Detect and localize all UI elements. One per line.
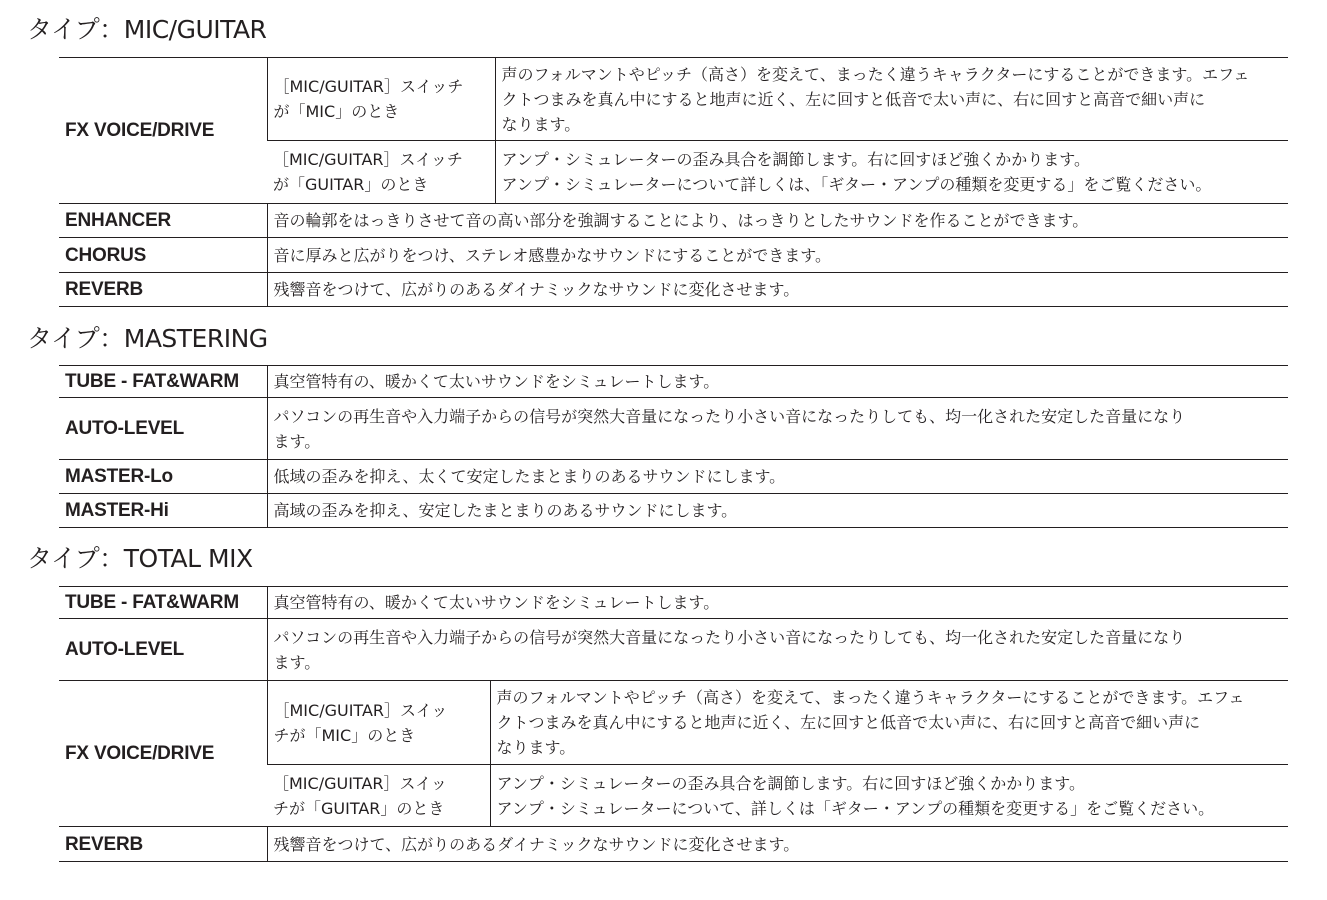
effect-description: 高域の歪みを抑え、安定したまとまりのあるサウンドにします。: [267, 494, 1288, 528]
effect-description: 音の輪郭をはっきりさせて音の高い部分を強調することにより、はっきりとしたサウンドを作ることができます。: [267, 204, 1288, 238]
table-row: [59, 398, 1288, 460]
effect-name: ENHANCER: [59, 204, 267, 238]
effect-name: AUTO-LEVEL: [59, 619, 267, 681]
effect-description: パソコンの再生音や入力端子からの信号が突然大音量になったり小さい音になったりしても、均一化された安定した音量になり ます。: [267, 619, 1288, 681]
table-row: [59, 587, 1288, 619]
table-row: [59, 238, 1288, 273]
effect-description: 声のフォルマントやピッチ（高さ）を変えて、まったく違うキャラクターにすることができます。エフェ クトつまみを真ん中にすると地声に近く、左に回すと低音で太い声に、右に回すと高音で細い声に なります。: [490, 681, 1288, 765]
switch-condition: ［MIC/GUITAR］スイッチ が「MIC」のとき: [267, 58, 495, 141]
effect-table-mastering: [59, 365, 1288, 528]
effect-name: MASTER-Lo: [59, 460, 267, 494]
effect-name: REVERB: [59, 827, 267, 862]
effect-table-total-mix: [59, 586, 1288, 862]
section-title-total-mix: タイプ：TOTAL MIX: [27, 544, 253, 573]
effect-description: パソコンの再生音や入力端子からの信号が突然大音量になったり小さい音になったりしても、均一化された安定した音量になり ます。: [267, 398, 1288, 460]
effect-description: 真空管特有の、暖かくて太いサウンドをシミュレートします。: [267, 366, 1288, 398]
effect-description: 声のフォルマントやピッチ（高さ）を変えて、まったく違うキャラクターにすることができます。エフェ クトつまみを真ん中にすると地声に近く、左に回すと低音で太い声に、右に回すと高音で細い声に なります。: [495, 58, 1288, 141]
effect-name: MASTER-Hi: [59, 494, 267, 528]
effect-name: TUBE - FAT&WARM: [59, 366, 267, 398]
switch-condition: ［MIC/GUITAR］スイッ チが「GUITAR」のとき: [267, 765, 490, 827]
table-row: [59, 366, 1288, 398]
effect-name: AUTO-LEVEL: [59, 398, 267, 460]
table-row: [59, 494, 1288, 528]
effect-name: FX VOICE/DRIVE: [59, 681, 267, 827]
effect-description: 音に厚みと広がりをつけ、ステレオ感豊かなサウンドにすることができます。: [267, 238, 1288, 273]
table-row: [59, 619, 1288, 681]
switch-condition: ［MIC/GUITAR］スイッ チが「MIC」のとき: [267, 681, 490, 765]
table-row: [59, 827, 1288, 862]
effect-description: 真空管特有の、暖かくて太いサウンドをシミュレートします。: [267, 587, 1288, 619]
effect-name: CHORUS: [59, 238, 267, 273]
effect-name: TUBE - FAT&WARM: [59, 587, 267, 619]
effect-description: 低域の歪みを抑え、太くて安定したまとまりのあるサウンドにします。: [267, 460, 1288, 494]
switch-condition: ［MIC/GUITAR］スイッチ が「GUITAR」のとき: [267, 141, 495, 204]
effect-description: アンプ・シミュレーターの歪み具合を調節します。右に回すほど強くかかります。 アンプ・シミュレーターについて詳しくは、「ギター・アンプの種類を変更する」をご覧ください。: [495, 141, 1288, 204]
effect-name: FX VOICE/DRIVE: [59, 58, 267, 204]
effect-description: 残響音をつけて、広がりのあるダイナミックなサウンドに変化させます。: [267, 827, 1288, 862]
table-row: [59, 204, 1288, 238]
table-row: [59, 460, 1288, 494]
section-title-mastering: タイプ：MASTERING: [27, 324, 268, 353]
table-row: [59, 273, 1288, 307]
effect-table-mic-guitar: [59, 57, 1288, 307]
effect-description: アンプ・シミュレーターの歪み具合を調節します。右に回すほど強くかかります。 アンプ・シミュレーターについて、詳しくは「ギター・アンプの種類を変更する」をご覧ください。: [490, 765, 1288, 827]
table-row: [59, 681, 1288, 765]
effect-name: REVERB: [59, 273, 267, 307]
section-title-mic-guitar: タイプ：MIC/GUITAR: [27, 15, 267, 44]
effect-description: 残響音をつけて、広がりのあるダイナミックなサウンドに変化させます。: [267, 273, 1288, 307]
table-row: [59, 58, 1288, 141]
